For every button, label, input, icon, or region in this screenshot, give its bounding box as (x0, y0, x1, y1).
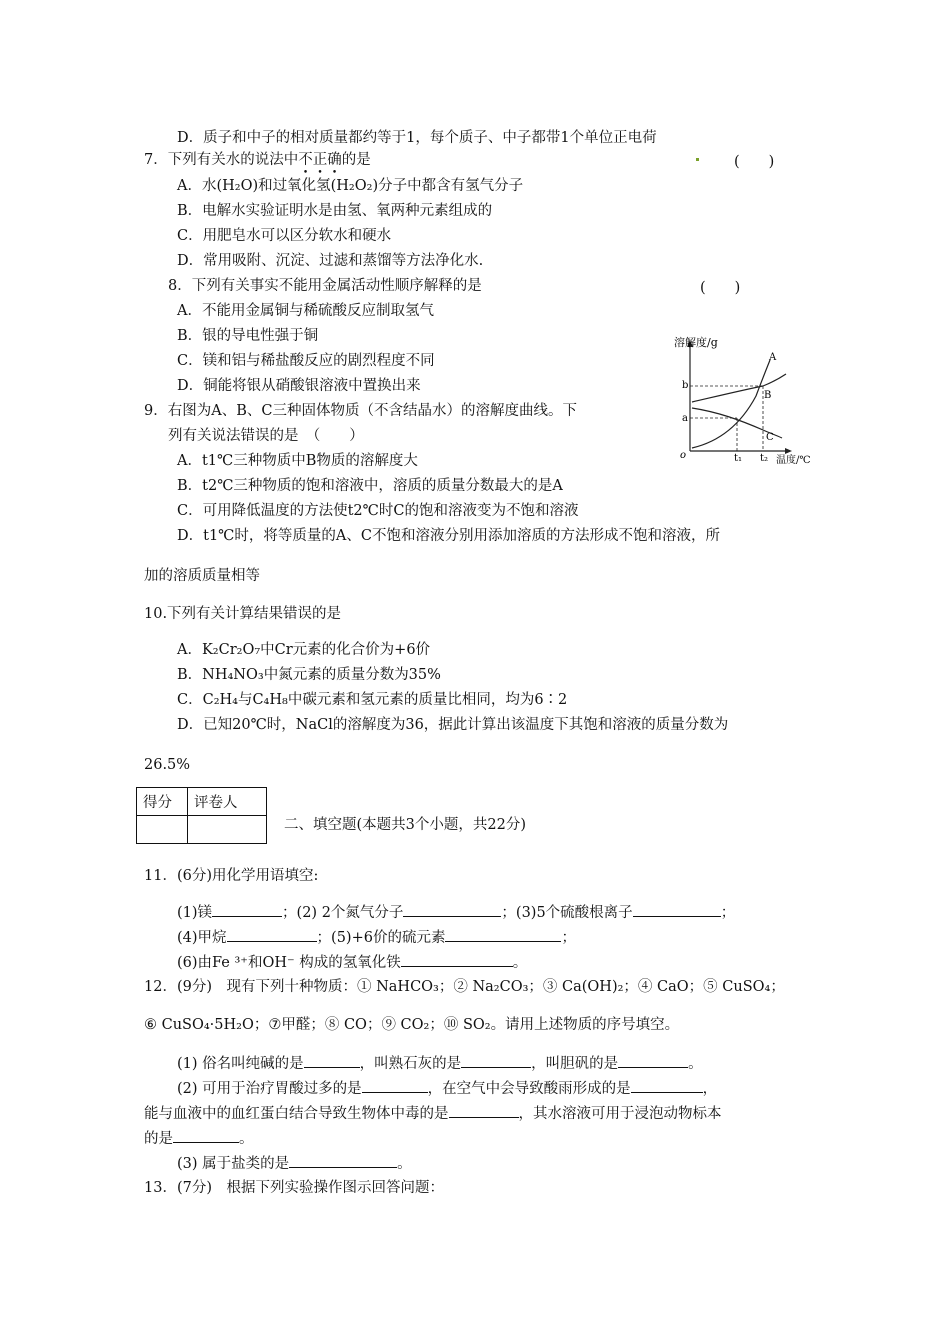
curve-b (692, 374, 786, 402)
x-tick-t1: t₁ (734, 453, 743, 464)
q12-part1: (1) 俗名叫纯碱的是 ，叫熟石灰的是 ，叫胆矾的是 。 (177, 1053, 703, 1074)
q13-stem: 13．(7分) 根据下列实验操作图示回答问题： (144, 1180, 444, 1196)
curve-b-label: B (764, 390, 772, 401)
blank-nitrogen-molecules[interactable] (403, 902, 501, 917)
y-tick-a: a (682, 413, 688, 424)
q6-option-d: D．质子和中子的相对质量都约等于1，每个质子、中子都带1个单位正电荷 (177, 130, 657, 146)
blank-poisoning[interactable] (449, 1103, 519, 1118)
q11-line2: (4)甲烷 ；(5)+6价的硫元素 ； (177, 927, 576, 948)
q9-stem-line1: 9．右图为A、B、C三种固体物质（不含结晶水）的溶解度曲线。下 (144, 403, 577, 419)
q10-option-d-line2: 26.5% (144, 757, 191, 773)
score-header: 得分 (137, 788, 188, 816)
score-table (136, 787, 267, 844)
q8-option-a: A．不能用金属铜与稀硫酸反应制取氢气 (177, 303, 434, 319)
blank-specimen[interactable] (173, 1128, 239, 1143)
q12-part2-line3: 的是 。 (144, 1128, 254, 1149)
q10-stem: 10.下列有关计算结果错误的是 (144, 606, 342, 622)
blank-sulfur-plus6[interactable] (445, 927, 561, 942)
q10-option-d-line1: D．已知20℃时，NaCl的溶解度为36，据此计算出该温度下其饱和溶液的质量分数为 (177, 717, 729, 733)
blank-acid-rain[interactable] (631, 1078, 703, 1093)
curve-a (692, 360, 770, 448)
q7-answer-paren: ( ) (734, 154, 775, 170)
q12-stem-line1: 12．(9分) 现有下列十种物质：① NaHCO₃；② Na₂CO₃；③ Ca(OH)₂；④ CaO；⑤ CuSO₄； (144, 979, 785, 995)
q10-option-c: C．C₂H₄与C₄H₈中碳元素和氢元素的质量比相同，均为6∶2 (177, 692, 568, 708)
section-2-heading: 二、填空题(本题共3个小题，共22分) (284, 817, 526, 833)
q8-answer-paren: ( ) (700, 280, 741, 296)
q7-option-c: C．用肥皂水可以区分软水和硬水 (177, 228, 392, 244)
y-tick-b: b (682, 380, 689, 391)
blank-antacid[interactable] (362, 1078, 428, 1093)
q7-option-b: B．电解水实验证明水是由氢、氧两种元素组成的 (177, 203, 493, 219)
q12-stem-line2: ⑥ CuSO₄·5H₂O；⑦甲醛；⑧ CO；⑨ CO₂；⑩ SO₂。请用上述物质的序号填空。 (144, 1017, 680, 1033)
x-axis-label: 温度/℃ (776, 455, 811, 466)
q11-line1: (1)镁 ；(2) 2个氮气分子 ；(3)5个硫酸根离子 ； (177, 902, 735, 923)
q9-option-c: C．可用降低温度的方法使t2℃时C的饱和溶液变为不饱和溶液 (177, 503, 579, 519)
blank-methane[interactable] (227, 927, 317, 942)
q7-option-a: A．水(H₂O)和过氧化氢(H₂O₂)分子中都含有氢气分子 (177, 178, 524, 194)
q7-stem: 7．下列有关水的说法中不正确的是 (144, 152, 371, 168)
q9-stem-line2: 列有关说法错误的是 （ ） (168, 428, 364, 444)
q10-option-b: B．NH₄NO₃中氮元素的质量分数为35% (177, 667, 441, 683)
grader-header: 评卷人 (188, 788, 267, 816)
curve-c-label: C (766, 432, 774, 443)
green-dot-mark (696, 158, 699, 161)
score-cell[interactable] (137, 816, 188, 844)
blank-magnesium[interactable] (212, 902, 282, 917)
grader-cell[interactable] (188, 816, 267, 844)
q8-stem: 8．下列有关事实不能用金属活动性顺序解释的是 (168, 278, 482, 294)
solubility-curve-graph (668, 336, 818, 466)
origin-label: o (680, 450, 687, 461)
q9-option-a: A．t1℃三种物质中B物质的溶解度大 (177, 453, 418, 469)
blank-salts[interactable] (289, 1153, 397, 1168)
x-tick-t2: t₂ (760, 453, 769, 464)
q9-option-d-line1: D．t1℃时，将等质量的A、C不饱和溶液分别用添加溶质的方法形成不饱和溶液，所 (177, 528, 720, 544)
blank-soda-ash[interactable] (304, 1053, 360, 1068)
q10-option-a: A．K₂Cr₂O₇中Cr元素的化合价为+6价 (177, 642, 431, 658)
curve-a-label: A (769, 352, 777, 363)
q7-option-d: D．常用吸附、沉淀、过滤和蒸馏等方法净化水. (177, 253, 484, 269)
blank-slaked-lime[interactable] (461, 1053, 531, 1068)
q11-stem: 11．(6分)用化学用语填空: (144, 868, 319, 884)
q11-line3: (6)由Fe ³⁺和OH⁻ 构成的氢氧化铁 。 (177, 952, 527, 973)
q12-part2-line2: 能与血液中的血红蛋白结合导致生物体中毒的是 ，其水溶液可用于浸泡动物标本 (144, 1103, 722, 1124)
blank-iron-hydroxide[interactable] (401, 952, 513, 967)
q8-option-c: C．镁和铝与稀盐酸反应的剧烈程度不同 (177, 353, 435, 369)
q9-option-d-line2: 加的溶质质量相等 (144, 568, 260, 584)
q12-part2-line1: (2) 可用于治疗胃酸过多的是 ，在空气中会导致酸雨形成的是 ， (177, 1078, 717, 1099)
q9-option-b: B．t2℃三种物质的饱和溶液中，溶质的质量分数最大的是A (177, 478, 563, 494)
blank-sulfate-ions[interactable] (633, 902, 721, 917)
x-axis-arrow (785, 448, 792, 454)
y-axis-label: 溶解度/g (674, 336, 718, 349)
q8-option-d: D．铜能将银从硝酸银溶液中置换出来 (177, 378, 421, 394)
q8-option-b: B．银的导电性强于铜 (177, 328, 319, 344)
blank-blue-vitriol[interactable] (618, 1053, 688, 1068)
q12-part3: (3) 属于盐类的是 。 (177, 1153, 412, 1174)
